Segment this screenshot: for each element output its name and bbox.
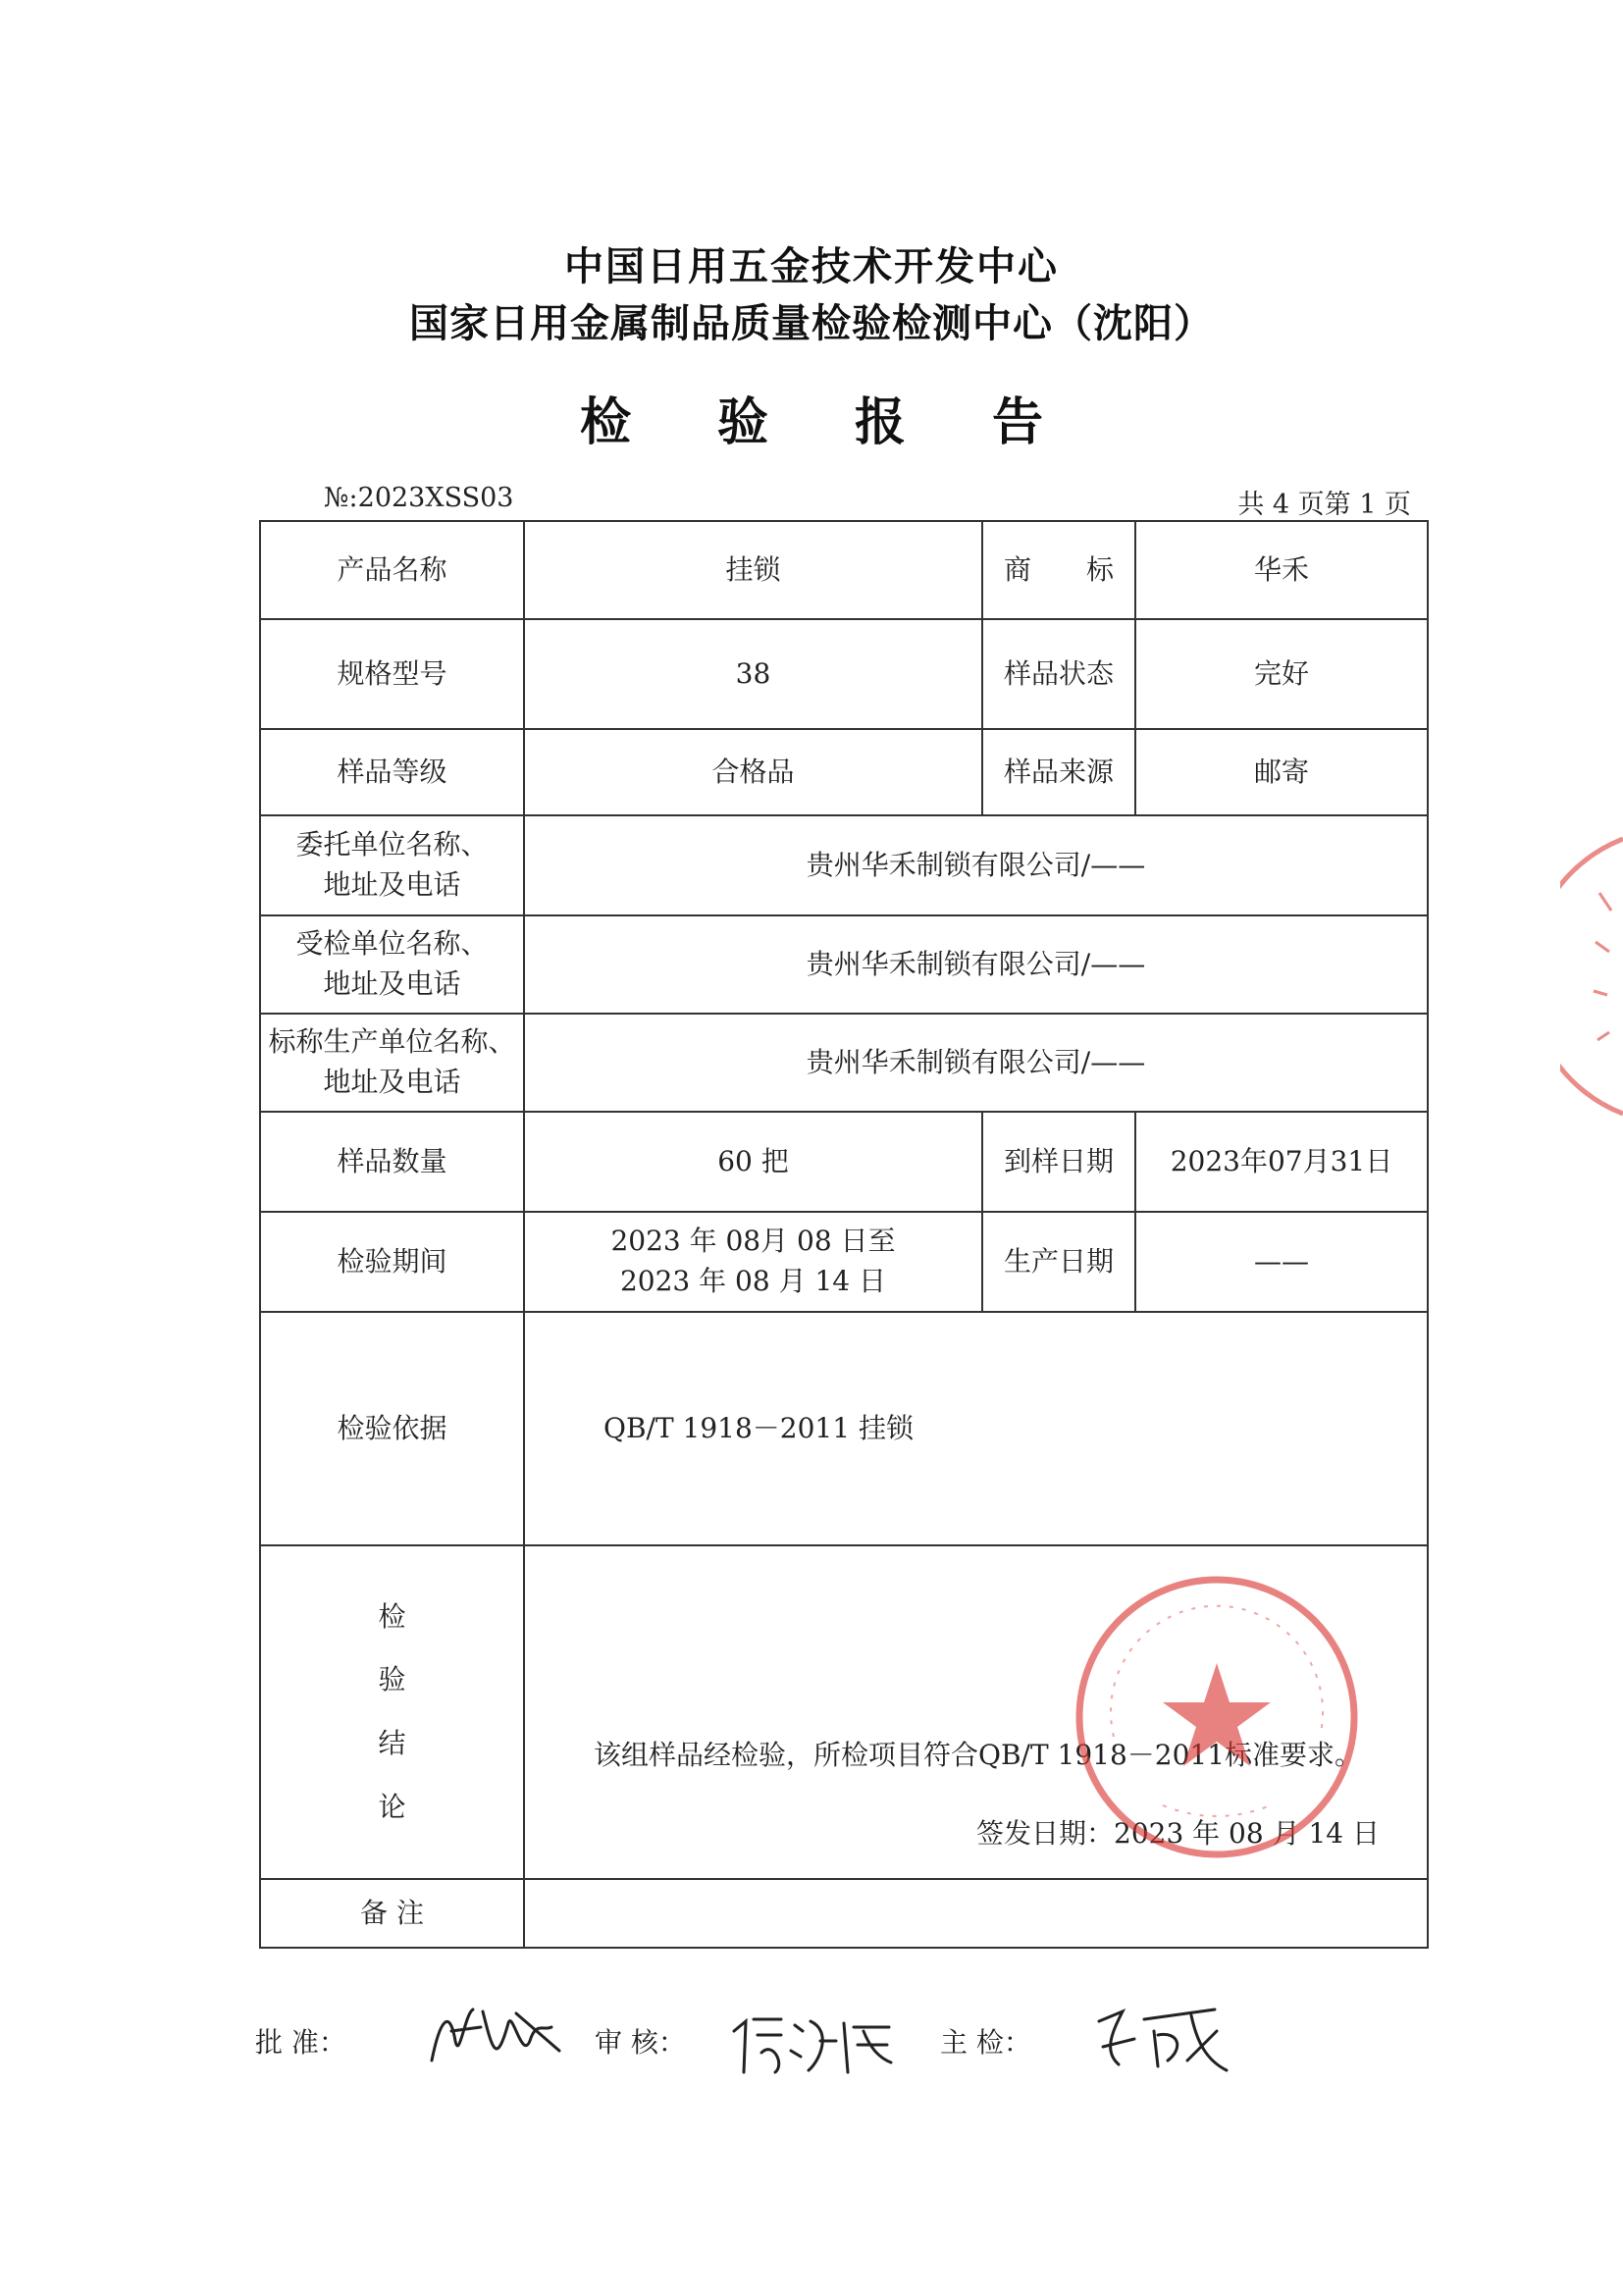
report-title: 检验报告 [579,392,1129,452]
organization-name: 中国日用五金技术开发中心 [564,243,1059,289]
client-label [260,815,524,915]
inspected-unit-value: 贵州华禾制锁有限公司/—— [524,915,1428,1014]
sample-source-label: 样品来源 [982,729,1135,815]
model-value: 38 [524,619,982,729]
sample-state-value: 完好 [1135,619,1428,729]
sample-grade-label: 样品等级 [260,729,524,815]
manufacturer-label [260,1014,524,1112]
sample-state-label: 样品状态 [982,619,1135,729]
arrival-date-label: 到样日期 [982,1112,1135,1212]
center-name: 国家日用金属制品质量检验检测中心（沈阳） [409,300,1214,346]
edge-seal-fragment [1560,834,1623,1119]
arrival-date-value: 2023年07月31日 [1135,1112,1428,1212]
sample-source-value: 邮寄 [1135,729,1428,815]
basis-value: QB/T 1918－2011 挂锁 [524,1312,1428,1545]
reviewer-signature [726,2002,903,2080]
conclusion-char-3: 结 [378,1727,406,1759]
conclusion-label [260,1545,524,1879]
model-label: 规格型号 [260,619,524,729]
conclusion-char-1: 检 [378,1599,406,1633]
quantity-label: 样品数量 [260,1112,524,1212]
manufacturer-label-line1: 标称生产单位名称、 [268,1025,516,1059]
manufacturer-value: 贵州华禾制锁有限公司/—— [524,1014,1428,1112]
inspector-signature [1089,1992,1236,2080]
sample-grade-value: 合格品 [524,729,982,815]
approver-label: 批 准： [255,2026,346,2059]
official-seal-stamp [1070,1570,1364,1864]
basis-label: 检验依据 [260,1312,524,1545]
reviewer-label: 审 核： [595,2026,686,2059]
brand-value: 华禾 [1135,521,1428,619]
period-value [524,1212,982,1312]
conclusion-char-4: 论 [378,1790,406,1823]
manufacturer-label-line2: 地址及电话 [323,1066,461,1098]
client-label-line2: 地址及电话 [323,868,461,901]
brand-label: 商 标 [982,521,1135,619]
remarks-label: 备 注 [260,1879,524,1948]
period-line1: 2023 年 08月 08 日至 [610,1225,896,1258]
period-label: 检验期间 [260,1212,524,1312]
conclusion-text: 该组样品经检验，所检项目符合QB/T 1918－2011标准要求。 [594,1739,1363,1771]
conclusion-char-2: 验 [378,1663,406,1696]
quantity-value: 60 把 [524,1112,982,1212]
client-value: 贵州华禾制锁有限公司/—— [524,815,1428,915]
client-label-line1: 委托单位名称、 [295,828,489,861]
product-name-label: 产品名称 [260,521,524,619]
inspector-label: 主 检： [940,2026,1031,2059]
inspected-label-line1: 受检单位名称、 [295,927,489,961]
issue-date: 签发日期：2023 年 08 月 14 日 [976,1817,1381,1850]
production-date-value: —— [1135,1212,1428,1312]
report-number: №:2023XSS03 [324,483,514,513]
approver-signature [422,1992,569,2080]
inspected-unit-label [260,915,524,1014]
product-name-value: 挂锁 [524,521,982,619]
production-date-label: 生产日期 [982,1212,1135,1312]
inspected-label-line2: 地址及电话 [323,967,461,1000]
page-info: 共 4 页第 1 页 [1237,490,1411,520]
period-line2: 2023 年 08 月 14 日 [619,1265,887,1297]
remarks-value [524,1879,1428,1948]
